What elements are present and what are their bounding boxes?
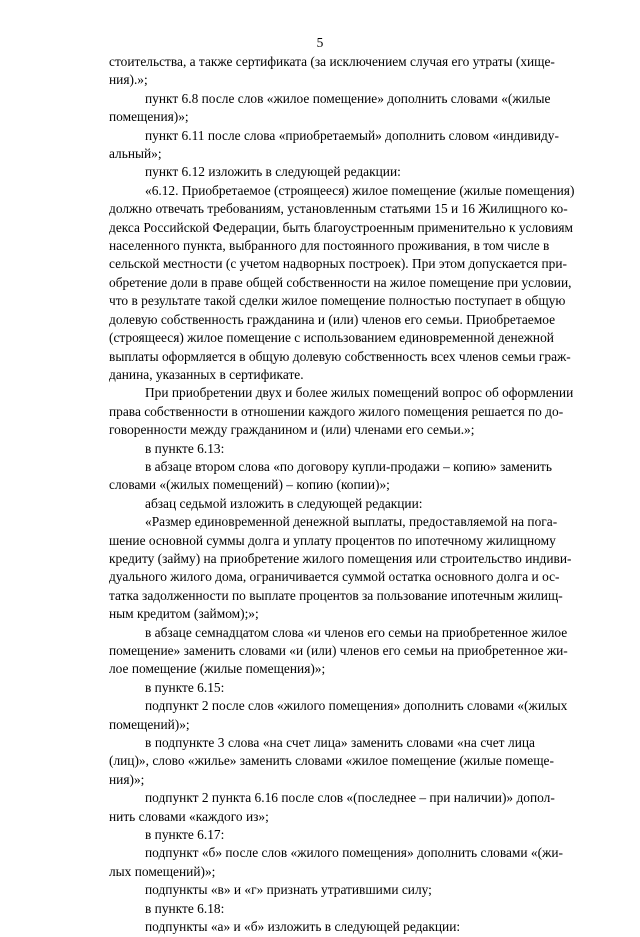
text-line: При приобретении двух и более жилых помещений вопрос об оформлении bbox=[145, 385, 574, 401]
text-line: что в результате такой сделки жилое помещение полностью поступает в общую bbox=[109, 293, 566, 309]
paragraph bbox=[109, 734, 554, 789]
text-line: пункт 6.8 после слов «жилое помещение» дополнить словами «(жилые bbox=[145, 90, 551, 106]
paragraph bbox=[109, 182, 575, 384]
text-line: помещения)»; bbox=[109, 109, 189, 125]
text-line: в абзаце семнадцатом слова «и членов его семьи на приобретенное жилое bbox=[145, 624, 568, 640]
text-line: пункт 6.11 после слова «приобретаемый» дополнить словом «индивиду- bbox=[145, 127, 559, 143]
text-line: в пункте 6.18: bbox=[145, 900, 225, 916]
text-line: ния)»; bbox=[109, 771, 145, 787]
text-line: обретение доли в праве общей собственности на жилое помещение при условии, bbox=[109, 274, 572, 290]
text-line: словами «(жилых помещений) – копию (копии)»; bbox=[109, 477, 390, 493]
text-line: нить словами «каждого из»; bbox=[109, 808, 269, 824]
text-line: населенного пункта, выбранного для постоянного проживания, в том числе в bbox=[109, 238, 550, 254]
text-line: стоительства, а также сертификата (за исключением случая его утраты (хище- bbox=[109, 54, 555, 69]
paragraph bbox=[109, 458, 553, 495]
text-line: долевую собственность гражданина и (или) членов его семьи. Приобретаемое bbox=[109, 311, 556, 327]
paragraph bbox=[109, 697, 568, 734]
text-line: «6.12. Приобретаемое (строящееся) жилое помещение (жилые помещения) bbox=[145, 182, 575, 198]
text-line: подпункт 2 пункта 6.16 после слов «(последнее – при наличии)» допол- bbox=[145, 790, 555, 806]
paragraph bbox=[109, 826, 535, 844]
paragraph bbox=[109, 789, 555, 826]
text-line: декса Российской Федерации, быть благоустроенным применительно к условиям bbox=[109, 219, 574, 235]
text-line: татка задолженности по выплате процентов за пользование ипотечным жилищ- bbox=[109, 587, 563, 603]
text-line: лых помещений)»; bbox=[109, 863, 216, 879]
text-line: подпункт «б» после слов «жилого помещения» дополнить словами «(жи- bbox=[145, 845, 563, 861]
text-line: данина, указанных в сертификате. bbox=[109, 366, 304, 382]
text-line: говоренности между гражданином и (или) членами его семьи.»; bbox=[109, 422, 475, 438]
text-line: подпункты «в» и «г» признать утратившими силу; bbox=[145, 882, 432, 898]
paragraph bbox=[109, 53, 555, 90]
text-line: (строящееся) жилое помещение с использованием единовременной денежной bbox=[109, 330, 554, 346]
paragraph bbox=[109, 844, 563, 881]
text-line: кредиту (займу) на приобретение жилого помещения или строительство индиви- bbox=[109, 550, 572, 566]
text-line: помещений)»; bbox=[109, 716, 190, 732]
paragraph bbox=[109, 384, 574, 439]
text-line: в пункте 6.15: bbox=[145, 679, 225, 695]
paragraph bbox=[109, 881, 535, 899]
text-line: ния).»; bbox=[109, 72, 148, 88]
text-line: в абзаце втором слова «по договору купли-продажи – копию» заменить bbox=[145, 458, 553, 474]
paragraph bbox=[109, 440, 535, 458]
text-line: абзац седьмой изложить в следующей редакции: bbox=[145, 495, 423, 511]
text-line: выплаты оформляется в общую долевую собственность всех членов семьи граж- bbox=[109, 348, 571, 364]
paragraph bbox=[109, 163, 535, 181]
text-line: должно отвечать требованиям, установленным статьями 15 и 16 Жилищного ко- bbox=[109, 201, 568, 217]
paragraph bbox=[109, 90, 551, 127]
text-line: в пункте 6.13: bbox=[145, 440, 225, 456]
text-line: ным кредитом (займом);»; bbox=[109, 606, 259, 622]
text-line: шение основной суммы долга и уплату процентов по ипотечному жилищному bbox=[109, 532, 556, 548]
paragraph bbox=[109, 624, 568, 679]
text-line: пункт 6.12 изложить в следующей редакции: bbox=[145, 164, 401, 180]
text-line: лое помещение (жилые помещения)»; bbox=[109, 661, 326, 677]
text-line: помещение» заменить словами «и (или) членов его семьи на приобретенное жи- bbox=[109, 643, 568, 658]
text-line: подпункты «а» и «б» изложить в следующей редакции: bbox=[145, 919, 461, 935]
text-line: подпункт 2 после слов «жилого помещения» дополнить словами «(жилых bbox=[145, 698, 568, 714]
text-line: права собственности в отношении каждого жилого помещения решается по до- bbox=[109, 403, 564, 419]
paragraph bbox=[109, 679, 535, 697]
page-number: 5 bbox=[316, 35, 324, 50]
paragraph bbox=[109, 900, 535, 918]
document-body bbox=[109, 53, 575, 937]
paragraph bbox=[109, 918, 535, 936]
text-line: «Размер единовременной денежной выплаты, предоставляемой на пога- bbox=[145, 514, 558, 530]
text-line: дуального жилого дома, ограничивается суммой остатка основного долга и ос- bbox=[109, 569, 560, 585]
paragraph bbox=[109, 127, 559, 164]
text-line: (лиц)», слово «жилье» заменить словами «жилое помещение (жилые помеще- bbox=[109, 753, 554, 769]
text-line: альный»; bbox=[109, 146, 162, 162]
text-line: в пункте 6.17: bbox=[145, 827, 225, 843]
paragraph bbox=[109, 513, 572, 623]
text-line: сельской местности (с учетом надворных построек). При этом допускается при- bbox=[109, 256, 568, 272]
paragraph bbox=[109, 495, 535, 513]
text-line: в подпункте 3 слова «на счет лица» заменить словами «на счет лица bbox=[145, 735, 535, 751]
